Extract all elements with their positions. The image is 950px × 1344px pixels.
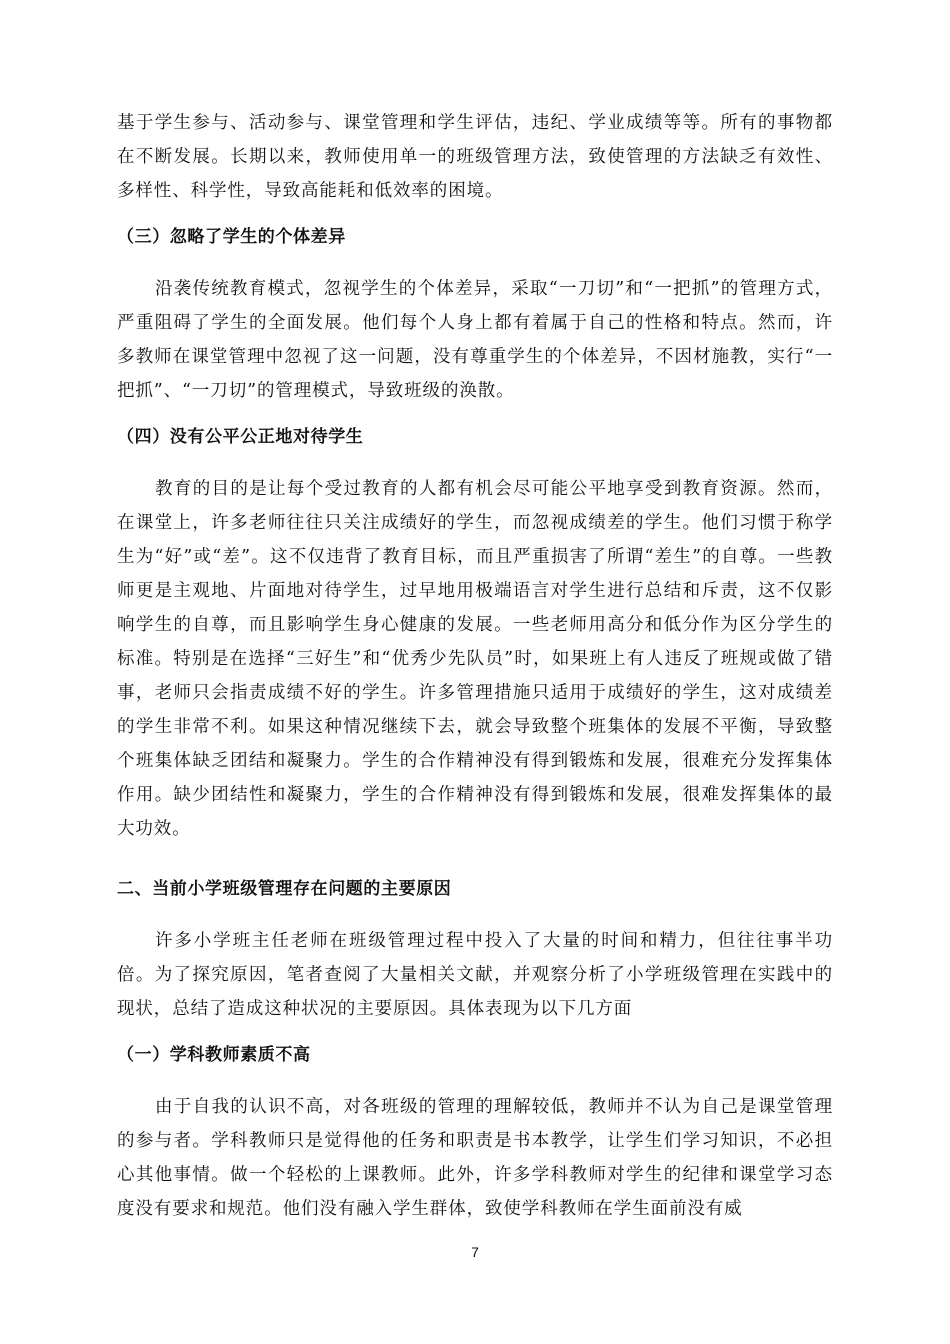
heading-fair-treatment: （四）没有公平公正地对待学生 — [117, 427, 364, 447]
heading-teacher-quality: （一）学科教师素质不高 — [117, 1045, 311, 1065]
paragraph-evaluation-methods: 基于学生参与、活动参与、课堂管理和学生评估，违纪、学业成绩等等。所有的事物都在不断发展。长期以来，教师使用单一的班级管理方法，致使管理的方法缺乏有效性、多样性、科学性，导致高能耗和低效率的困境。 — [117, 113, 833, 201]
paragraph-individual-differences: 沿袭传统教育模式，忽视学生的个体差异，采取“一刀切”和“一把抓”的管理方式，严重阻碍了学生的全面发展。他们每个人身上都有着属于自己的性格和特点。然而，许多教师在课堂管理中忽视了这一问题，没有尊重学生的个体差异，不因材施教，实行“一把抓”、“一刀切”的管理模式，导致班级的涣散。 — [117, 279, 833, 401]
heading-main-causes: 二、当前小学班级管理存在问题的主要原因 — [117, 879, 452, 899]
document-page — [117, 106, 833, 1226]
paragraph-main-causes: 许多小学班主任老师在班级管理过程中投入了大量的时间和精力，但往往事半功倍。为了探究原因，笔者查阅了大量相关文献，并观察分析了小学班级管理在实践中的现状，总结了造成这种状况的主要原因。具体表现为以下几方面 — [117, 931, 833, 1019]
page-number: 7 — [471, 1244, 479, 1260]
heading-individual-differences: （三）忽略了学生的个体差异 — [117, 227, 346, 247]
paragraph-fair-treatment: 教育的目的是让每个受过教育的人都有机会尽可能公平地享受到教育资源。然而，在课堂上，许多老师往往只关注成绩好的学生，而忽视成绩差的学生。他们习惯于称学生为“好”或“差”。这不仅违背了教育目标，而且严重损害了所谓“差生”的自尊。一些教师更是主观地、片面地对待学生，过早地用极端语言对学生进行总结和斥责，这不仅影响学生的自尊，而且影响学生身心健康的发展。一些老师用高分和低分作为区分学生的标准。特别是在选择“三好生”和“优秀少先队员”时，如果班上有人违反了班规或做了错事，老师只会指责成绩不好的学生。许多管理措施只适用于成绩好的学生，这对成绩差的学生非常不利。如果这种情况继续下去，就会导致整个班集体的发展不平衡，导致整个班集体缺乏团结和凝聚力。学生的合作精神没有得到锻炼和发展，很难充分发挥集体作用。缺少团结性和凝聚力，学生的合作精神没有得到锻炼和发展，很难发挥集体的最大功效。 — [117, 479, 833, 839]
paragraph-teacher-quality: 由于自我的认识不高，对各班级的管理的理解较低，教师并不认为自己是课堂管理的参与者。学科教师只是觉得他的任务和职责是书本教学，让学生们学习知识，不必担心其他事情。做一个轻松的上课教师。此外，许多学科教师对学生的纪律和课堂学习态度没有要求和规范。他们没有融入学生群体，致使学科教师在学生面前没有威 — [117, 1097, 833, 1219]
